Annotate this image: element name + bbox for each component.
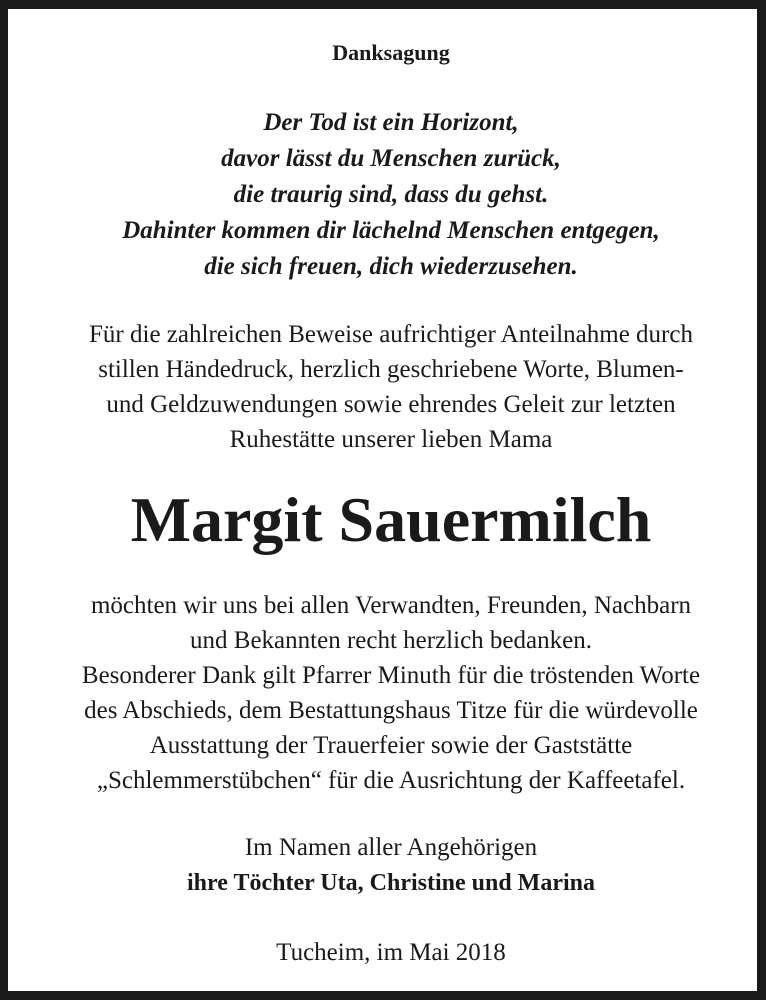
intro-line: Ruhestätte unserer lieben Mama <box>229 426 553 453</box>
thanks-line: Ausstattung der Trauerfeier sowie der Gaststätte <box>149 732 633 759</box>
deceased-name: Margit Sauermilch <box>130 484 652 555</box>
poem-line: davor lässt du Menschen zurück, <box>221 145 561 172</box>
signature-names: ihre Töchter Uta, Christine und Marina <box>186 870 595 896</box>
place-date: Tucheim, im Mai 2018 <box>276 939 506 966</box>
intro-line: stillen Händedruck, herzlich geschriebene Worte, Blumen- <box>98 356 684 383</box>
intro-line: Für die zahlreichen Beweise aufrichtiger Anteilnahme durch <box>89 321 693 348</box>
poem-line: Der Tod ist ein Horizont, <box>263 109 519 136</box>
notice-heading: Danksagung <box>332 40 450 65</box>
thanks-line: des Abschieds, dem Bestattungshaus Titze für die würdevolle <box>84 697 698 724</box>
intro-line: und Geldzuwendungen sowie ehrendes Geleit zur letzten <box>106 391 676 418</box>
poem-line: die sich freuen, dich wiederzusehen. <box>204 253 578 280</box>
thanks-line: möchten wir uns bei allen Verwandten, Freunden, Nachbarn <box>90 592 692 619</box>
poem-line: Dahinter kommen dir lächelnd Menschen entgegen, <box>122 217 660 244</box>
thanks-line: und Bekannten recht herzlich bedanken. <box>190 627 592 654</box>
thanks-line: „Schlemmerstübchen“ für die Ausrichtung der Kaffeetafel. <box>96 767 686 794</box>
poem-line: die traurig sind, dass du gehst. <box>233 181 549 208</box>
thanks-line: Besonderer Dank gilt Pfarrer Minuth für die tröstenden Worte <box>81 662 701 689</box>
signature-on-behalf: Im Namen aller Angehörigen <box>244 834 538 861</box>
